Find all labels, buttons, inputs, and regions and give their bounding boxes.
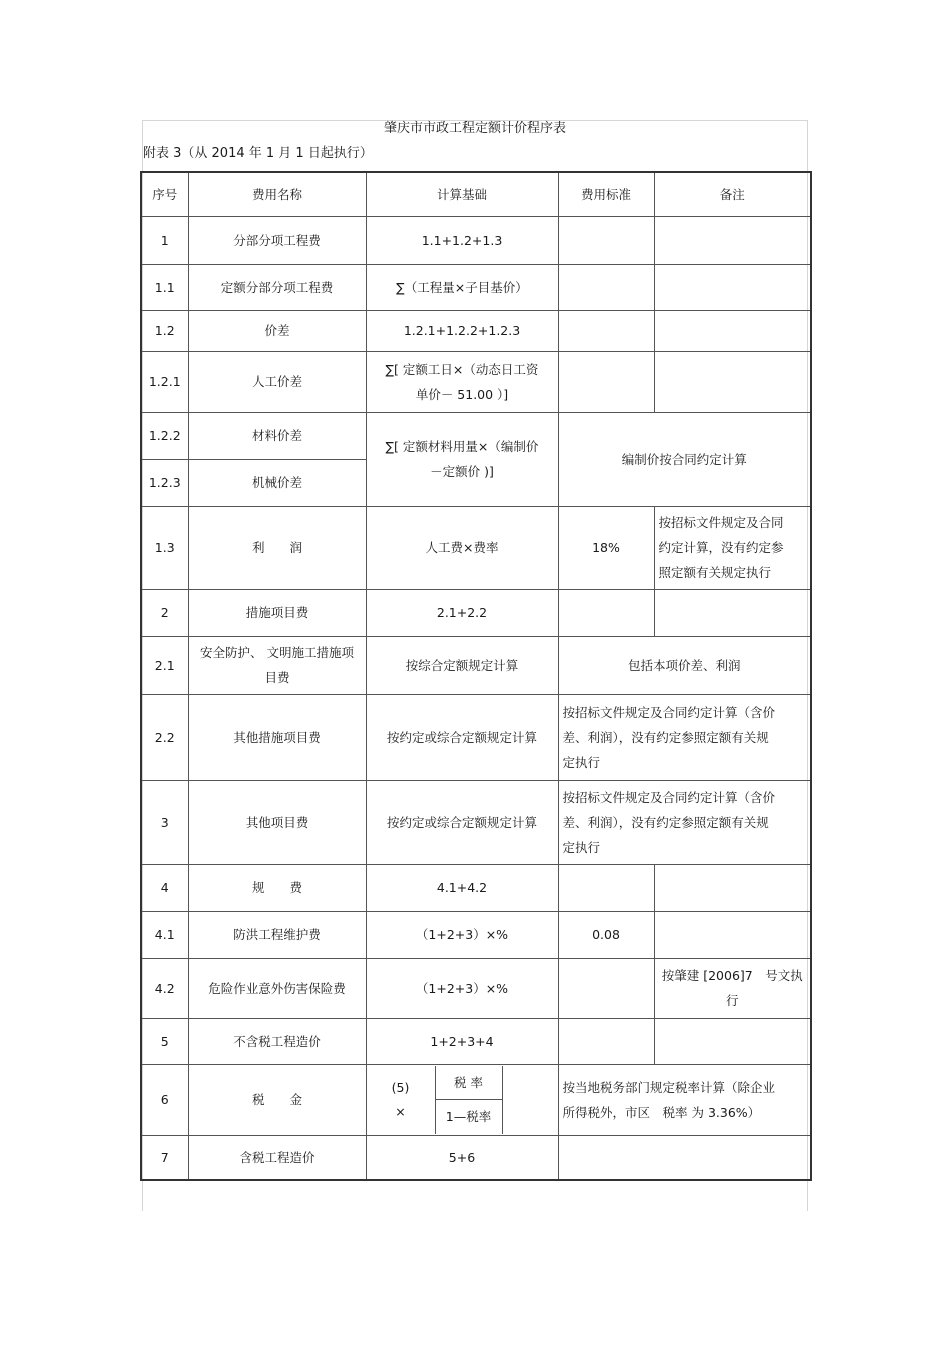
table-row (141, 412, 811, 459)
row-seq: 3 (141, 780, 188, 864)
standard-line: 按招标文件规定及合同约定计算（含价 (562, 704, 776, 720)
header-seq: 序号 (141, 172, 188, 216)
note-line: 照定额有关规定执行 (658, 565, 772, 580)
table-row (141, 694, 811, 780)
standard-line: 所得税外，市区 税率 为 3.36%） (562, 1104, 761, 1120)
table-row (141, 506, 811, 589)
row-name: 含税工程造价 (188, 1135, 366, 1180)
row-seq: 1 (141, 216, 188, 264)
row-seq: 5 (141, 1018, 188, 1064)
row-note (654, 864, 811, 911)
tax-times: × (395, 1103, 406, 1119)
note-line: 行 (725, 993, 739, 1008)
document-title: 肇庆市市政工程定额计价程序表 (383, 121, 566, 136)
document-subtitle: 附表 3（从 2014 年 1 月 1 日起执行） (143, 146, 373, 161)
row-basis: 1.2.1+1.2.2+1.2.3 (366, 310, 558, 351)
row-seq: 4.1 (141, 911, 188, 958)
table-row (141, 589, 811, 636)
table-row (141, 1018, 811, 1064)
row-name: 利 润 (188, 506, 366, 589)
row-standard-merged: 包括本项价差、利润 (558, 636, 811, 694)
standard-line: 按当地税务部门规定税率计算（除企业 (562, 1079, 776, 1095)
row-seq: 1.2.1 (141, 351, 188, 412)
row-note (654, 310, 811, 351)
row-standard-merged (558, 1064, 811, 1135)
header-basis: 计算基础 (366, 172, 558, 216)
tax-fraction (435, 1066, 503, 1134)
tax-formula (367, 1066, 558, 1134)
row-basis: 2.1+2.2 (366, 589, 558, 636)
row-note (654, 589, 811, 636)
row-seq: 4 (141, 864, 188, 911)
header-standard: 费用标准 (558, 172, 654, 216)
row-basis: 5+6 (366, 1135, 558, 1180)
table-row (141, 636, 811, 694)
row-note (654, 351, 811, 412)
row-standard-merged (558, 780, 811, 864)
row-standard (558, 310, 654, 351)
row-note (654, 1018, 811, 1064)
table-row (141, 958, 811, 1018)
row-name: 其他措施项目费 (188, 694, 366, 780)
row-basis (366, 351, 558, 412)
row-basis: ∑（工程量×子目基价） (366, 264, 558, 310)
note-line: 约定计算，没有约定参 (658, 540, 784, 555)
basis-line: －定额价 )] (430, 464, 494, 479)
row-basis: 人工费×费率 (366, 506, 558, 589)
row-name: 人工价差 (188, 351, 366, 412)
row-standard: 0.08 (558, 911, 654, 958)
row-basis: （1+2+3）×% (366, 958, 558, 1018)
row-standard (558, 351, 654, 412)
row-basis: 1+2+3+4 (366, 1018, 558, 1064)
row-seq: 1.2 (141, 310, 188, 351)
row-name: 防洪工程维护费 (188, 911, 366, 958)
row-name: 税 金 (188, 1064, 366, 1135)
table-row (141, 351, 811, 412)
table-header-row (141, 172, 811, 216)
table-row (141, 864, 811, 911)
table-row (141, 780, 811, 864)
row-standard (558, 216, 654, 264)
row-seq: 4.2 (141, 958, 188, 1018)
row-standard (558, 1018, 654, 1064)
row-seq: 2 (141, 589, 188, 636)
table-row (141, 911, 811, 958)
row-name (188, 636, 366, 694)
row-basis-formula (366, 1064, 558, 1135)
row-seq: 2.1 (141, 636, 188, 694)
basis-line: 单价－ 51.00 ）] (415, 386, 509, 402)
row-seq: 1.2.2 (141, 412, 188, 459)
row-name: 定额分部分项工程费 (188, 264, 366, 310)
note-line: 按肇建 [2006]7 号文执 (661, 968, 803, 983)
standard-line: 定执行 (562, 754, 601, 770)
row-basis: 1.1+1.2+1.3 (366, 216, 558, 264)
row-name: 其他项目费 (188, 780, 366, 864)
row-basis-shared (366, 412, 558, 506)
row-basis: 4.1+4.2 (366, 864, 558, 911)
row-basis: 按约定或综合定额规定计算 (366, 780, 558, 864)
standard-line: 按招标文件规定及合同约定计算（含价 (562, 789, 776, 805)
row-seq: 2.2 (141, 694, 188, 780)
header-name: 费用名称 (188, 172, 366, 216)
name-line: 安全防护、 文明施工措施项 (200, 645, 354, 660)
row-basis: 按约定或综合定额规定计算 (366, 694, 558, 780)
table-row (141, 216, 811, 264)
row-name: 措施项目费 (188, 589, 366, 636)
row-note (654, 506, 811, 589)
table-row (141, 1064, 811, 1135)
row-standard (558, 589, 654, 636)
row-basis: （1+2+3）×% (366, 911, 558, 958)
standard-line: 差、利润），没有约定参照定额有关规 (562, 729, 769, 745)
name-line: 目费 (264, 670, 290, 685)
pricing-procedure-table (140, 171, 812, 1181)
tax-numerator: 税 率 (436, 1066, 502, 1101)
tax-base (367, 1066, 435, 1134)
row-note (654, 911, 811, 958)
row-name: 分部分项工程费 (188, 216, 366, 264)
row-standard-merged (558, 1135, 811, 1180)
tax-denominator: 1—税率 (445, 1109, 492, 1125)
row-standard: 18% (558, 506, 654, 589)
row-name: 规 费 (188, 864, 366, 911)
standard-line: 定执行 (562, 839, 601, 855)
row-standard (558, 958, 654, 1018)
row-basis: 按综合定额规定计算 (366, 636, 558, 694)
row-seq: 1.2.3 (141, 459, 188, 506)
row-standard-shared: 编制价按合同约定计算 (558, 412, 811, 506)
basis-line: ∑[ 定额工日×（动态日工资 (385, 361, 539, 377)
standard-line: 差、利润），没有约定参照定额有关规 (562, 814, 769, 830)
row-seq: 1.3 (141, 506, 188, 589)
row-seq: 7 (141, 1135, 188, 1180)
row-name: 材料价差 (188, 412, 366, 459)
table-row (141, 1135, 811, 1180)
table-row (141, 310, 811, 351)
table-row (141, 264, 811, 310)
row-note (654, 264, 811, 310)
row-standard (558, 264, 654, 310)
tax-base-label: (5) (391, 1079, 410, 1095)
row-name: 危险作业意外伤害保险费 (188, 958, 366, 1018)
row-seq: 1.1 (141, 264, 188, 310)
row-name: 机械价差 (188, 459, 366, 506)
row-name: 价差 (188, 310, 366, 351)
row-standard-merged (558, 694, 811, 780)
row-standard (558, 864, 654, 911)
basis-line: ∑[ 定额材料用量×（编制价 (385, 439, 539, 454)
row-seq: 6 (141, 1064, 188, 1135)
row-name: 不含税工程造价 (188, 1018, 366, 1064)
header-note: 备注 (654, 172, 811, 216)
note-line: 按招标文件规定及合同 (658, 515, 784, 530)
row-note (654, 216, 811, 264)
row-note (654, 958, 811, 1018)
